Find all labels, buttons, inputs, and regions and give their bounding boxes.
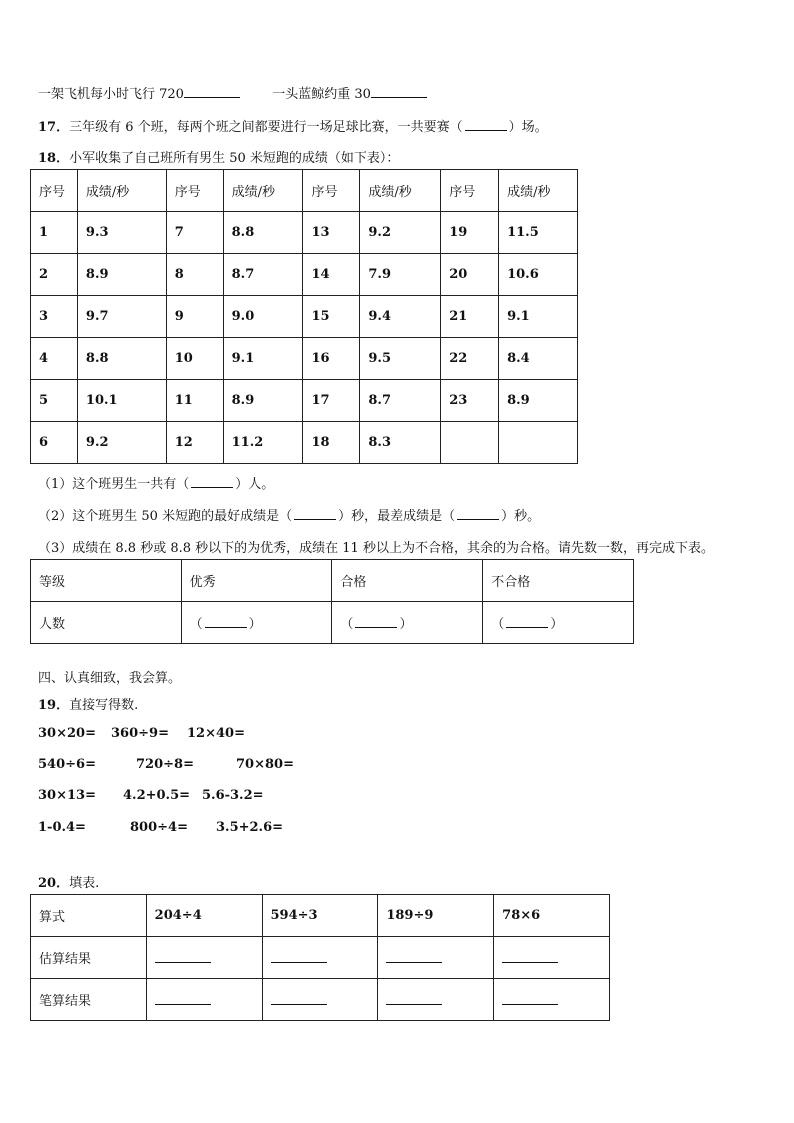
- written-calc-row-label: 笔算结果: [31, 979, 147, 1021]
- answer-blank[interactable]: [191, 476, 233, 488]
- student-number-cell: 12: [166, 422, 223, 464]
- score-row: [31, 422, 578, 464]
- grade-header-cell: 等级: [31, 560, 182, 602]
- answer-blank[interactable]: [205, 616, 247, 628]
- question-18: [38, 147, 399, 166]
- excellent-count-cell[interactable]: [181, 602, 332, 644]
- score-cell: 9.4: [360, 296, 441, 338]
- student-number-cell: 18: [303, 422, 360, 464]
- written-calc-cell[interactable]: [378, 979, 494, 1021]
- score-row: [31, 296, 578, 338]
- student-number-cell: 6: [31, 422, 78, 464]
- score-cell: 8.4: [499, 338, 578, 380]
- score-header-row: [31, 170, 578, 212]
- written-calc-row: [31, 979, 610, 1021]
- score-header-cell: 成绩/秒: [223, 170, 303, 212]
- score-cell: 8.8: [77, 338, 166, 380]
- score-cell: 9.1: [223, 338, 303, 380]
- calc-item: 30×20=: [38, 726, 96, 741]
- question-17-tail: ）场。: [508, 120, 548, 135]
- answer-blank[interactable]: [155, 948, 211, 963]
- answer-blank[interactable]: [271, 990, 327, 1005]
- student-number-cell: 3: [31, 296, 78, 338]
- estimate-cell[interactable]: [146, 937, 262, 979]
- estimate-header-cell: 算式: [31, 895, 147, 937]
- score-header-cell: 成绩/秒: [499, 170, 578, 212]
- score-cell: 9.0: [223, 296, 303, 338]
- calc-item: 3.5+2.6=: [216, 820, 284, 835]
- student-number-cell: 21: [441, 296, 499, 338]
- score-cell: 9.2: [77, 422, 166, 464]
- score-cell: 9.1: [499, 296, 578, 338]
- written-calc-cell[interactable]: [494, 979, 610, 1021]
- answer-blank[interactable]: [502, 948, 558, 963]
- calc-item: 720÷8=: [136, 757, 194, 772]
- airplane-speed-text: 一架飞机每小时飞行 720: [38, 87, 184, 102]
- sub2-mid: ）秒，最差成绩是（: [338, 509, 456, 524]
- answer-blank[interactable]: [355, 616, 397, 628]
- paren-close: ）: [550, 617, 564, 632]
- student-number-cell: 15: [303, 296, 360, 338]
- score-cell: 7.9: [360, 254, 441, 296]
- calc-item: 800÷4=: [130, 820, 188, 835]
- calc-item: 360÷9=: [111, 726, 169, 741]
- score-cell: 10.1: [77, 380, 166, 422]
- student-number-cell: 16: [303, 338, 360, 380]
- grade-table: [30, 559, 634, 644]
- score-cell: [499, 422, 578, 464]
- sub1-text: （1）这个班男生一共有（: [38, 477, 190, 492]
- calc-item: 1-0.4=: [38, 820, 86, 835]
- score-header-cell: 序号: [441, 170, 499, 212]
- paren-close: ）: [248, 617, 262, 632]
- score-cell: 9.3: [77, 212, 166, 254]
- estimate-header-cell: 594÷3: [262, 895, 378, 937]
- fail-count-cell[interactable]: [483, 602, 634, 644]
- student-number-cell: 1: [31, 212, 78, 254]
- question-number: 18．: [38, 151, 70, 166]
- score-row: [31, 380, 578, 422]
- student-number-cell: 11: [166, 380, 223, 422]
- question-18-sub3: [38, 537, 714, 556]
- score-cell: 8.9: [77, 254, 166, 296]
- student-number-cell: 14: [303, 254, 360, 296]
- answer-blank[interactable]: [294, 508, 336, 520]
- score-row: [31, 212, 578, 254]
- question-number: 20．: [38, 876, 70, 891]
- question-20-text: 填表.: [69, 876, 100, 891]
- score-cell: 8.7: [223, 254, 303, 296]
- answer-blank[interactable]: [502, 990, 558, 1005]
- student-number-cell: 9: [166, 296, 223, 338]
- answer-blank[interactable]: [271, 948, 327, 963]
- student-number-cell: 5: [31, 380, 78, 422]
- grade-header-row: [31, 560, 634, 602]
- calc-item: 70×80=: [236, 757, 294, 772]
- student-number-cell: 8: [166, 254, 223, 296]
- estimate-table: [30, 894, 610, 1021]
- score-header-cell: 成绩/秒: [360, 170, 441, 212]
- grade-header-cell: 不合格: [483, 560, 634, 602]
- question-18-sub2: [38, 505, 540, 524]
- estimate-cell[interactable]: [262, 937, 378, 979]
- score-row: [31, 254, 578, 296]
- question-18-text: 小军收集了自己班所有男生 50 米短跑的成绩（如下表）：: [69, 151, 400, 166]
- student-number-cell: 20: [441, 254, 499, 296]
- sub1-tail: ）人。: [235, 477, 275, 492]
- estimate-row: [31, 937, 610, 979]
- sub3-text: （3）成绩在 8.8 秒或 8.8 秒以下的为优秀，成绩在 11 秒以上为不合格，其余的为合格。请先数一数，再完成下表。: [38, 541, 714, 556]
- answer-blank[interactable]: [457, 508, 499, 520]
- student-number-cell: 22: [441, 338, 499, 380]
- grade-row-label: 人数: [31, 602, 182, 644]
- estimate-header-row: [31, 895, 610, 937]
- paren-open: （: [491, 617, 505, 632]
- answer-blank[interactable]: [506, 616, 548, 628]
- calc-item: 4.2+0.5=: [123, 788, 191, 803]
- calc-item: 5.6-3.2=: [202, 788, 264, 803]
- score-header-cell: 成绩/秒: [77, 170, 166, 212]
- sub2-text: （2）这个班男生 50 米短跑的最好成绩是（: [38, 509, 293, 524]
- score-cell: 9.2: [360, 212, 441, 254]
- estimate-header-cell: 204÷4: [146, 895, 262, 937]
- estimate-header-cell: 78×6: [494, 895, 610, 937]
- score-cell: 11.2: [223, 422, 303, 464]
- score-cell: 9.5: [360, 338, 441, 380]
- question-17-text: 三年级有 6 个班，每两个班之间都要进行一场足球比赛，一共要赛（: [69, 120, 463, 135]
- written-calc-cell[interactable]: [262, 979, 378, 1021]
- student-number-cell: 23: [441, 380, 499, 422]
- question-17: [38, 116, 548, 135]
- question-19: [38, 694, 138, 713]
- calc-item: 30×13=: [38, 788, 96, 803]
- student-number-cell: 17: [303, 380, 360, 422]
- section-4-title: 四、认真细致，我会算。: [38, 671, 182, 686]
- paren-close: ）: [399, 617, 413, 632]
- sub2-tail: ）秒。: [501, 509, 541, 524]
- answer-blank[interactable]: [386, 990, 442, 1005]
- question-number: 17．: [38, 120, 70, 135]
- score-header-cell: 序号: [31, 170, 78, 212]
- written-calc-cell[interactable]: [146, 979, 262, 1021]
- score-cell: 8.7: [360, 380, 441, 422]
- whale-weight-text: 一头蓝鲸约重 30: [272, 87, 371, 102]
- score-cell: 8.9: [223, 380, 303, 422]
- score-cell: 11.5: [499, 212, 578, 254]
- score-cell: 8.8: [223, 212, 303, 254]
- answer-blank[interactable]: [465, 119, 507, 131]
- score-header-cell: 序号: [166, 170, 223, 212]
- grade-header-cell: 优秀: [181, 560, 332, 602]
- question-number: 19．: [38, 698, 70, 713]
- whale-weight-blank[interactable]: [371, 85, 427, 98]
- estimate-header-cell: 189÷9: [378, 895, 494, 937]
- question-18-sub1: [38, 473, 274, 492]
- student-number-cell: 10: [166, 338, 223, 380]
- score-cell: 8.3: [360, 422, 441, 464]
- calc-item: 12×40=: [187, 726, 245, 741]
- score-row: [31, 338, 578, 380]
- paren-open: （: [340, 617, 354, 632]
- student-number-cell: 2: [31, 254, 78, 296]
- student-number-cell: 7: [166, 212, 223, 254]
- question-20: [38, 872, 99, 891]
- student-number-cell: 19: [441, 212, 499, 254]
- top-line: [38, 83, 427, 102]
- airplane-speed-blank[interactable]: [184, 85, 240, 98]
- question-19-text: 直接写得数.: [69, 698, 139, 713]
- score-cell: 10.6: [499, 254, 578, 296]
- grade-header-cell: 合格: [332, 560, 483, 602]
- score-cell: 9.7: [77, 296, 166, 338]
- answer-blank[interactable]: [386, 948, 442, 963]
- estimate-row-label: 估算结果: [31, 937, 147, 979]
- score-table: [30, 169, 578, 464]
- student-number-cell: 4: [31, 338, 78, 380]
- score-header-cell: 序号: [303, 170, 360, 212]
- grade-count-row: [31, 602, 634, 644]
- pass-count-cell[interactable]: [332, 602, 483, 644]
- paren-open: （: [189, 617, 203, 632]
- score-cell: 8.9: [499, 380, 578, 422]
- student-number-cell: [441, 422, 499, 464]
- estimate-cell[interactable]: [378, 937, 494, 979]
- calc-item: 540÷6=: [38, 757, 96, 772]
- answer-blank[interactable]: [155, 990, 211, 1005]
- student-number-cell: 13: [303, 212, 360, 254]
- estimate-cell[interactable]: [494, 937, 610, 979]
